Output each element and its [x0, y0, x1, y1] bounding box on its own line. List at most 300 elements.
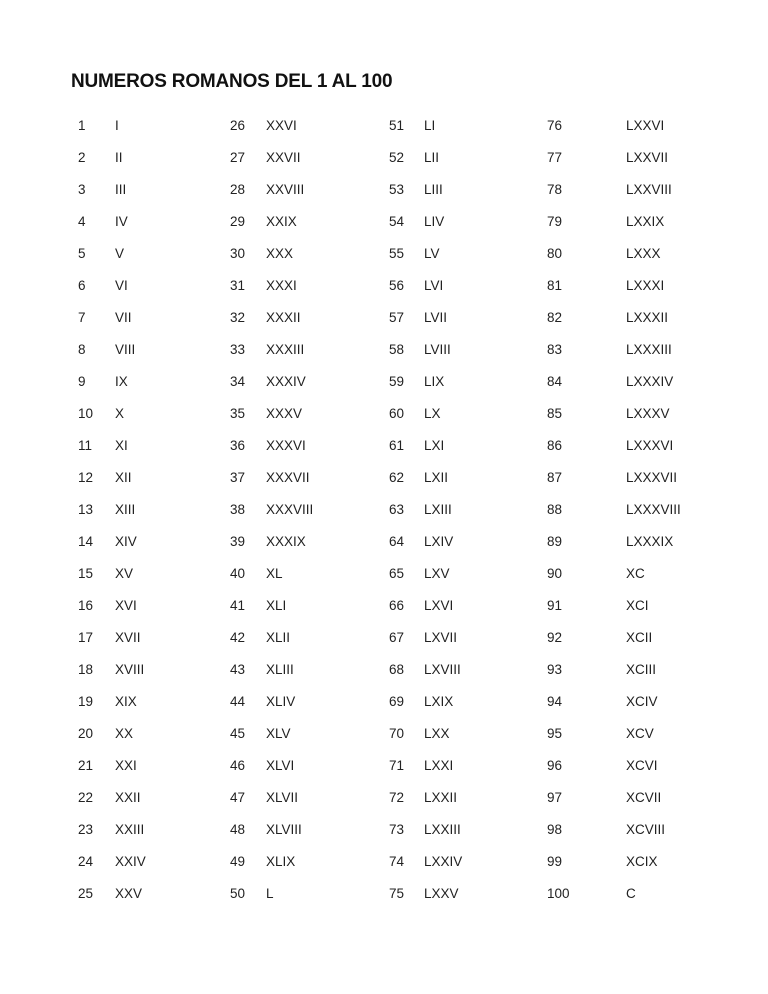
- roman-numeral: XIX: [115, 694, 137, 709]
- arabic-number: 70: [389, 726, 405, 741]
- roman-numeral: XXXIV: [266, 374, 306, 389]
- roman-numeral: LXXIII: [424, 822, 461, 837]
- roman-numeral: XXI: [115, 758, 137, 773]
- table-row: [78, 627, 228, 659]
- arabic-number: 5: [78, 246, 86, 261]
- arabic-number: 7: [78, 310, 86, 325]
- table-row: [230, 755, 380, 787]
- table-row: [230, 499, 380, 531]
- table-row: [389, 467, 539, 499]
- arabic-number: 99: [547, 854, 563, 869]
- table-row: [389, 403, 539, 435]
- arabic-number: 89: [547, 534, 563, 549]
- table-row: [547, 467, 697, 499]
- table-row: [230, 819, 380, 851]
- table-row: [547, 723, 697, 755]
- table-row: [547, 755, 697, 787]
- roman-numeral: LXI: [424, 438, 445, 453]
- arabic-number: 21: [78, 758, 94, 773]
- arabic-number: 67: [389, 630, 405, 645]
- table-row: [389, 755, 539, 787]
- table-row: [230, 307, 380, 339]
- roman-numeral: XII: [115, 470, 132, 485]
- arabic-number: 68: [389, 662, 405, 677]
- arabic-number: 45: [230, 726, 246, 741]
- table-row: [78, 115, 228, 147]
- arabic-number: 93: [547, 662, 563, 677]
- arabic-number: 2: [78, 150, 86, 165]
- roman-numeral: XLVI: [266, 758, 295, 773]
- roman-numeral: LXXXVIII: [626, 502, 681, 517]
- arabic-number: 65: [389, 566, 405, 581]
- arabic-number: 27: [230, 150, 246, 165]
- table-row: [230, 275, 380, 307]
- arabic-number: 57: [389, 310, 405, 325]
- table-column-2: [230, 115, 380, 915]
- table-row: [547, 403, 697, 435]
- arabic-number: 10: [78, 406, 94, 421]
- arabic-number: 24: [78, 854, 94, 869]
- roman-numeral: XLI: [266, 598, 287, 613]
- arabic-number: 81: [547, 278, 563, 293]
- table-row: [547, 851, 697, 883]
- arabic-number: 28: [230, 182, 246, 197]
- arabic-number: 87: [547, 470, 563, 485]
- table-row: [547, 435, 697, 467]
- roman-numeral: XXXIII: [266, 342, 305, 357]
- arabic-number: 80: [547, 246, 563, 261]
- roman-numeral: LI: [424, 118, 436, 133]
- arabic-number: 33: [230, 342, 246, 357]
- roman-numeral: XXX: [266, 246, 294, 261]
- table-row: [547, 339, 697, 371]
- table-row: [389, 243, 539, 275]
- table-row: [230, 691, 380, 723]
- table-row: [78, 147, 228, 179]
- arabic-number: 44: [230, 694, 246, 709]
- table-row: [389, 563, 539, 595]
- table-row: [389, 787, 539, 819]
- arabic-number: 69: [389, 694, 405, 709]
- arabic-number: 18: [78, 662, 94, 677]
- arabic-number: 49: [230, 854, 246, 869]
- arabic-number: 36: [230, 438, 246, 453]
- table-row: [389, 531, 539, 563]
- roman-numeral: C: [626, 886, 636, 901]
- table-row: [78, 691, 228, 723]
- roman-numeral: XXIII: [115, 822, 145, 837]
- roman-numeral: LV: [424, 246, 440, 261]
- roman-numeral: XCV: [626, 726, 654, 741]
- roman-numeral: LXXV: [424, 886, 459, 901]
- arabic-number: 85: [547, 406, 563, 421]
- table-row: [78, 819, 228, 851]
- arabic-number: 3: [78, 182, 86, 197]
- roman-numeral: VI: [115, 278, 128, 293]
- arabic-number: 82: [547, 310, 563, 325]
- arabic-number: 79: [547, 214, 563, 229]
- table-row: [230, 243, 380, 275]
- arabic-number: 52: [389, 150, 405, 165]
- table-row: [547, 595, 697, 627]
- roman-numeral: XXXI: [266, 278, 297, 293]
- arabic-number: 77: [547, 150, 563, 165]
- table-row: [389, 307, 539, 339]
- arabic-number: 25: [78, 886, 94, 901]
- table-row: [78, 435, 228, 467]
- table-row: [78, 339, 228, 371]
- roman-numeral: LXV: [424, 566, 450, 581]
- arabic-number: 12: [78, 470, 94, 485]
- roman-numeral: LXXIX: [626, 214, 665, 229]
- roman-numeral: XXXVIII: [266, 502, 314, 517]
- roman-numeral: IX: [115, 374, 128, 389]
- roman-numeral: LXXVIII: [626, 182, 672, 197]
- table-column-4: [547, 115, 697, 915]
- roman-numeral: LXIII: [424, 502, 452, 517]
- roman-numeral: XCVII: [626, 790, 662, 805]
- roman-numeral: LVI: [424, 278, 444, 293]
- roman-numeral: XVII: [115, 630, 141, 645]
- roman-numeral: VII: [115, 310, 132, 325]
- arabic-number: 72: [389, 790, 405, 805]
- roman-numeral: LXXI: [424, 758, 454, 773]
- roman-numeral: III: [115, 182, 127, 197]
- arabic-number: 73: [389, 822, 405, 837]
- arabic-number: 66: [389, 598, 405, 613]
- table-row: [389, 595, 539, 627]
- table-row: [230, 787, 380, 819]
- table-row: [547, 499, 697, 531]
- table-column-1: [78, 115, 228, 915]
- arabic-number: 62: [389, 470, 405, 485]
- roman-numeral: LVII: [424, 310, 448, 325]
- table-row: [547, 627, 697, 659]
- table-row: [78, 499, 228, 531]
- table-row: [230, 531, 380, 563]
- roman-numeral: XLVII: [266, 790, 299, 805]
- table-row: [78, 371, 228, 403]
- roman-numeral: XCVI: [626, 758, 658, 773]
- table-row: [389, 115, 539, 147]
- table-row: [547, 179, 697, 211]
- roman-numeral: XI: [115, 438, 128, 453]
- roman-numeral: IV: [115, 214, 128, 229]
- arabic-number: 15: [78, 566, 94, 581]
- roman-numeral: XL: [266, 566, 283, 581]
- table-row: [78, 243, 228, 275]
- table-row: [230, 883, 380, 915]
- table-row: [389, 499, 539, 531]
- arabic-number: 42: [230, 630, 246, 645]
- arabic-number: 54: [389, 214, 405, 229]
- arabic-number: 88: [547, 502, 563, 517]
- roman-numeral: XLVIII: [266, 822, 302, 837]
- arabic-number: 39: [230, 534, 246, 549]
- roman-numeral: XIV: [115, 534, 137, 549]
- roman-numeral: LXII: [424, 470, 449, 485]
- table-row: [547, 115, 697, 147]
- arabic-number: 31: [230, 278, 246, 293]
- table-column-3: [389, 115, 539, 915]
- table-row: [230, 371, 380, 403]
- table-row: [547, 307, 697, 339]
- arabic-number: 92: [547, 630, 563, 645]
- table-row: [78, 563, 228, 595]
- arabic-number: 83: [547, 342, 563, 357]
- roman-numeral: XXXVII: [266, 470, 310, 485]
- arabic-number: 30: [230, 246, 246, 261]
- table-row: [78, 723, 228, 755]
- arabic-number: 11: [78, 438, 93, 453]
- arabic-number: 91: [547, 598, 563, 613]
- roman-numeral: LXXX: [626, 246, 661, 261]
- roman-numeral: LXVII: [424, 630, 458, 645]
- roman-numeral: II: [115, 150, 123, 165]
- table-row: [78, 307, 228, 339]
- table-row: [230, 595, 380, 627]
- roman-numeral: LIII: [424, 182, 443, 197]
- table-row: [78, 883, 228, 915]
- roman-numeral: LIX: [424, 374, 445, 389]
- roman-numeral: XXIV: [115, 854, 146, 869]
- roman-numeral: I: [115, 118, 119, 133]
- roman-numeral: XXIX: [266, 214, 297, 229]
- roman-numeral: XCII: [626, 630, 653, 645]
- arabic-number: 64: [389, 534, 405, 549]
- roman-numeral: XCIII: [626, 662, 657, 677]
- table-row: [547, 819, 697, 851]
- arabic-number: 22: [78, 790, 94, 805]
- table-row: [389, 339, 539, 371]
- arabic-number: 100: [547, 886, 570, 901]
- roman-numeral: LXXXI: [626, 278, 665, 293]
- arabic-number: 8: [78, 342, 86, 357]
- roman-numeral: LII: [424, 150, 440, 165]
- table-row: [78, 275, 228, 307]
- table-row: [547, 659, 697, 691]
- arabic-number: 17: [78, 630, 94, 645]
- table-row: [230, 435, 380, 467]
- table-row: [547, 531, 697, 563]
- roman-numeral: XXXIX: [266, 534, 306, 549]
- table-row: [547, 243, 697, 275]
- arabic-number: 56: [389, 278, 405, 293]
- table-row: [547, 691, 697, 723]
- table-row: [547, 211, 697, 243]
- table-row: [230, 211, 380, 243]
- arabic-number: 4: [78, 214, 86, 229]
- arabic-number: 58: [389, 342, 405, 357]
- arabic-number: 90: [547, 566, 563, 581]
- table-row: [389, 883, 539, 915]
- roman-numeral: XLIII: [266, 662, 294, 677]
- arabic-number: 47: [230, 790, 246, 805]
- roman-numeral: LXXVI: [626, 118, 665, 133]
- table-row: [78, 755, 228, 787]
- roman-numeral: XVIII: [115, 662, 145, 677]
- table-row: [78, 595, 228, 627]
- roman-numeral: VIII: [115, 342, 136, 357]
- roman-numeral: LXXXII: [626, 310, 669, 325]
- table-row: [78, 659, 228, 691]
- arabic-number: 51: [389, 118, 405, 133]
- table-row: [389, 691, 539, 723]
- arabic-number: 9: [78, 374, 86, 389]
- roman-numeral: LX: [424, 406, 441, 421]
- table-row: [389, 147, 539, 179]
- arabic-number: 61: [389, 438, 405, 453]
- roman-numeral: X: [115, 406, 125, 421]
- table-row: [389, 723, 539, 755]
- table-row: [389, 435, 539, 467]
- roman-numeral: LXXXIV: [626, 374, 674, 389]
- roman-numeral: XV: [115, 566, 134, 581]
- roman-numeral: LXXVII: [626, 150, 669, 165]
- arabic-number: 40: [230, 566, 246, 581]
- arabic-number: 46: [230, 758, 246, 773]
- roman-numeral: LXX: [424, 726, 450, 741]
- roman-numeral: LXIX: [424, 694, 454, 709]
- arabic-number: 43: [230, 662, 246, 677]
- table-row: [230, 147, 380, 179]
- roman-numeral: LXXII: [424, 790, 458, 805]
- table-row: [230, 467, 380, 499]
- arabic-number: 59: [389, 374, 405, 389]
- table-row: [389, 371, 539, 403]
- arabic-number: 71: [389, 758, 405, 773]
- roman-numeral: LIV: [424, 214, 445, 229]
- arabic-number: 38: [230, 502, 246, 517]
- roman-numeral: XXXVI: [266, 438, 306, 453]
- arabic-number: 78: [547, 182, 563, 197]
- roman-numeral: XXVIII: [266, 182, 305, 197]
- table-row: [230, 851, 380, 883]
- table-row: [389, 659, 539, 691]
- roman-numeral: XIII: [115, 502, 136, 517]
- table-row: [389, 275, 539, 307]
- table-row: [547, 147, 697, 179]
- roman-numeral: LXXXIX: [626, 534, 674, 549]
- roman-numeral: XLV: [266, 726, 291, 741]
- arabic-number: 48: [230, 822, 246, 837]
- roman-numeral: LXVIII: [424, 662, 461, 677]
- arabic-number: 23: [78, 822, 94, 837]
- table-row: [389, 211, 539, 243]
- table-row: [78, 531, 228, 563]
- table-row: [230, 659, 380, 691]
- table-row: [78, 179, 228, 211]
- arabic-number: 35: [230, 406, 246, 421]
- table-row: [230, 563, 380, 595]
- roman-numeral: XCIV: [626, 694, 658, 709]
- roman-numeral: XXVI: [266, 118, 297, 133]
- roman-numeral: LXXXVI: [626, 438, 674, 453]
- table-row: [78, 211, 228, 243]
- arabic-number: 75: [389, 886, 405, 901]
- roman-numeral: XXII: [115, 790, 141, 805]
- table-row: [78, 467, 228, 499]
- roman-numeral: XXVII: [266, 150, 301, 165]
- table-row: [230, 179, 380, 211]
- arabic-number: 1: [78, 118, 86, 133]
- table-row: [547, 787, 697, 819]
- roman-numeral: XCI: [626, 598, 649, 613]
- table-row: [78, 403, 228, 435]
- arabic-number: 96: [547, 758, 563, 773]
- arabic-number: 20: [78, 726, 94, 741]
- roman-numeral: LXIV: [424, 534, 454, 549]
- table-row: [547, 275, 697, 307]
- table-row: [389, 819, 539, 851]
- roman-numeral: LXXXIII: [626, 342, 672, 357]
- roman-numeral: XCVIII: [626, 822, 666, 837]
- table-row: [389, 851, 539, 883]
- table-row: [389, 179, 539, 211]
- roman-numeral: LXXIV: [424, 854, 463, 869]
- arabic-number: 37: [230, 470, 246, 485]
- arabic-number: 94: [547, 694, 563, 709]
- table-row: [547, 883, 697, 915]
- table-row: [230, 723, 380, 755]
- arabic-number: 41: [230, 598, 246, 613]
- arabic-number: 53: [389, 182, 405, 197]
- roman-numeral: XXXII: [266, 310, 301, 325]
- roman-numeral: XLII: [266, 630, 291, 645]
- table-row: [230, 115, 380, 147]
- arabic-number: 76: [547, 118, 563, 133]
- roman-numeral: V: [115, 246, 125, 261]
- roman-numeral: XVI: [115, 598, 137, 613]
- roman-numeral: XXXV: [266, 406, 303, 421]
- arabic-number: 19: [78, 694, 94, 709]
- document-title: NUMEROS ROMANOS DEL 1 AL 100: [71, 71, 393, 92]
- arabic-number: 50: [230, 886, 246, 901]
- arabic-number: 14: [78, 534, 94, 549]
- arabic-number: 95: [547, 726, 563, 741]
- roman-numeral: LXXXV: [626, 406, 670, 421]
- table-row: [547, 563, 697, 595]
- arabic-number: 74: [389, 854, 405, 869]
- table-row: [547, 371, 697, 403]
- arabic-number: 84: [547, 374, 563, 389]
- arabic-number: 86: [547, 438, 563, 453]
- arabic-number: 55: [389, 246, 405, 261]
- table-row: [389, 627, 539, 659]
- arabic-number: 60: [389, 406, 405, 421]
- roman-numeral: XCIX: [626, 854, 658, 869]
- arabic-number: 32: [230, 310, 246, 325]
- arabic-number: 6: [78, 278, 86, 293]
- arabic-number: 97: [547, 790, 563, 805]
- arabic-number: 26: [230, 118, 246, 133]
- roman-numeral: LXXXVII: [626, 470, 678, 485]
- arabic-number: 13: [78, 502, 94, 517]
- roman-numeral: XLIV: [266, 694, 296, 709]
- arabic-number: 63: [389, 502, 405, 517]
- roman-numeral: L: [266, 886, 274, 901]
- table-row: [230, 339, 380, 371]
- table-row: [78, 851, 228, 883]
- roman-numeral: LXVI: [424, 598, 454, 613]
- arabic-number: 98: [547, 822, 563, 837]
- roman-numeral: XC: [626, 566, 645, 581]
- table-row: [230, 627, 380, 659]
- arabic-number: 29: [230, 214, 246, 229]
- table-row: [230, 403, 380, 435]
- roman-numeral: XX: [115, 726, 134, 741]
- table-row: [78, 787, 228, 819]
